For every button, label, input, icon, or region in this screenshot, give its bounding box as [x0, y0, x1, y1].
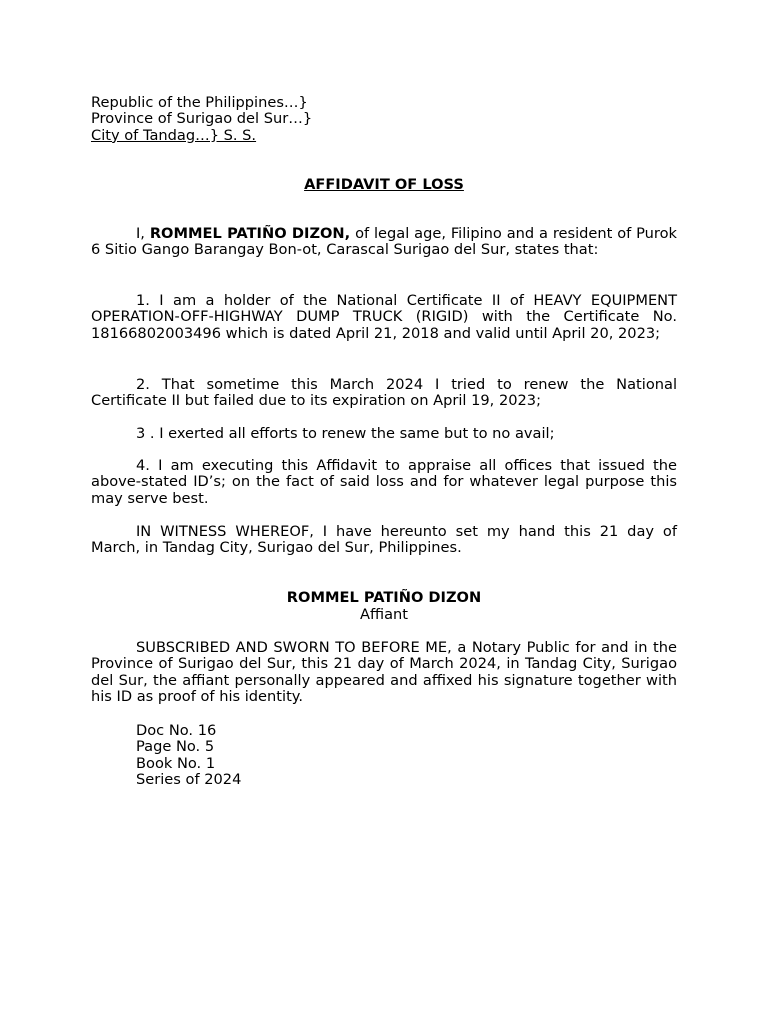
- paragraph-3: 3 . I exerted all efforts to renew the same but to no avail;: [136, 425, 555, 442]
- intro-prefix: I,: [136, 225, 150, 242]
- paragraph-2: 2. That sometime this March 2024 I tried to renew the National Certificate II but failed due to its expiration on April 19, 2023;: [91, 376, 677, 410]
- signature-role: Affiant: [359, 606, 408, 623]
- affiant-name-inline: ROMMEL PATIÑO DIZON,: [149, 225, 351, 242]
- paragraph-4: 4. I am executing this Affidavit to appraise all offices that issued the above-stated ID’s; on the fact of said loss and for whatever legal purpose this may serve best.: [91, 457, 677, 507]
- intro-suffix: of legal age, Filipino and a resident of Purok 6 Sitio Gango Barangay Bon-ot, Carascal Surigao del Sur, states that:: [91, 225, 677, 259]
- venue-province: Province of Surigao del Sur…}: [91, 110, 313, 128]
- venue-city: City of Tandag…} S. S.: [91, 126, 257, 144]
- doc-number: Doc No. 16: [136, 722, 217, 739]
- series-year: Series of 2024: [136, 771, 242, 789]
- witness-paragraph: IN WITNESS WHEREOF, I have hereunto set my hand this 21 day of March, in Tandag City, Surigao del Sur, Philippines.: [91, 523, 677, 557]
- page-number: Page No. 5: [136, 738, 215, 756]
- affidavit-document: [91, 94, 677, 789]
- notarial-record: [136, 723, 241, 789]
- signature-name: ROMMEL PATIÑO DIZON: [286, 589, 482, 606]
- intro-paragraph: [91, 226, 677, 259]
- venue-republic: Republic of the Philippines…}: [91, 94, 308, 111]
- document-title: AFFIDAVIT OF LOSS: [304, 176, 464, 193]
- book-number: Book No. 1: [136, 754, 216, 772]
- jurat-paragraph: SUBSCRIBED AND SWORN TO BEFORE ME, a Notary Public for and in the Province of Surigao del Sur, this 21 day of March 2024, in Tandag City, Surigao del Sur, the affiant personally appeared and affixed his signature together with his ID as proof of his identity.: [91, 639, 677, 706]
- paragraph-1: 1. I am a holder of the National Certificate II of HEAVY EQUIPMENT OPERATION-OFF-HIGHWAY DUMP TRUCK (RIGID) with the Certificate No. 18166802003496 which is dated April 21, 2018 and valid until April 20, 2023;: [91, 292, 677, 342]
- venue-block: [91, 95, 677, 144]
